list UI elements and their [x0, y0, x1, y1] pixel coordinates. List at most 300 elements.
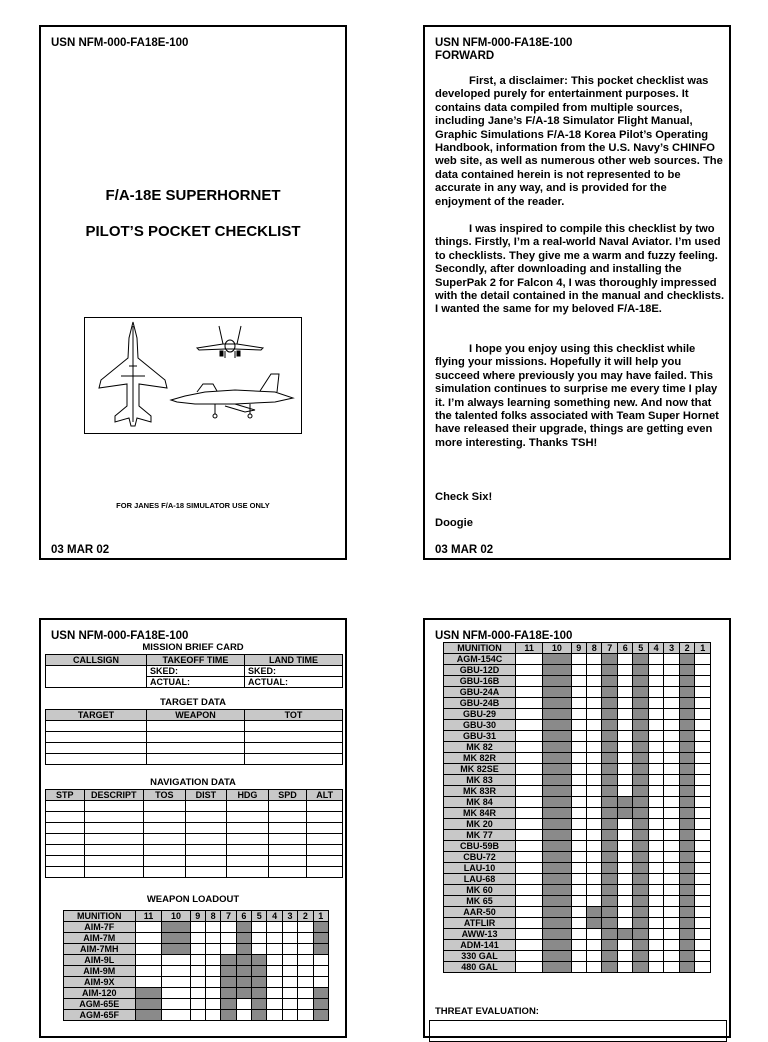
- entry-cell[interactable]: [144, 834, 186, 845]
- station-empty-cell: [298, 966, 313, 977]
- entry-cell[interactable]: [185, 823, 227, 834]
- munition-row: [444, 698, 711, 709]
- station-compatible-cell: [633, 731, 648, 742]
- entry-cell[interactable]: [46, 867, 85, 878]
- station-compatible-cell: [221, 966, 236, 977]
- column-header: STP: [46, 790, 85, 801]
- station-compatible-cell: [679, 830, 694, 841]
- station-empty-cell: [648, 709, 663, 720]
- station-empty-cell: [135, 966, 162, 977]
- munition-row: [444, 852, 711, 863]
- station-empty-cell: [664, 665, 679, 676]
- station-empty-cell: [516, 951, 543, 962]
- station-empty-cell: [516, 753, 543, 764]
- entry-cell[interactable]: [46, 721, 147, 732]
- table-row: [46, 732, 343, 743]
- station-compatible-cell: [252, 966, 267, 977]
- station-empty-cell: [516, 885, 543, 896]
- station-compatible-cell: [633, 720, 648, 731]
- munition-column-header: MUNITION: [64, 911, 136, 922]
- station-empty-cell: [516, 731, 543, 742]
- station-empty-cell: [282, 944, 297, 955]
- entry-cell[interactable]: [46, 834, 85, 845]
- entry-cell[interactable]: [268, 823, 307, 834]
- station-header: 7: [602, 643, 617, 654]
- station-empty-cell: [617, 918, 632, 929]
- entry-cell[interactable]: [268, 845, 307, 856]
- land-sked-cell[interactable]: SKED:: [244, 666, 342, 677]
- station-compatible-cell: [602, 753, 617, 764]
- takeoff-actual-cell[interactable]: ACTUAL:: [146, 677, 244, 688]
- station-compatible-cell: [135, 1010, 162, 1021]
- entry-cell[interactable]: [46, 732, 147, 743]
- station-empty-cell: [267, 1010, 282, 1021]
- station-compatible-cell: [633, 764, 648, 775]
- takeoff-sked-cell[interactable]: SKED:: [146, 666, 244, 677]
- station-compatible-cell: [543, 940, 571, 951]
- station-header-row: [444, 643, 711, 654]
- land-actual-cell[interactable]: ACTUAL:: [244, 677, 342, 688]
- station-empty-cell: [571, 687, 586, 698]
- station-compatible-cell: [679, 929, 694, 940]
- station-empty-cell: [516, 863, 543, 874]
- station-empty-cell: [617, 654, 632, 665]
- entry-cell[interactable]: [244, 721, 342, 732]
- entry-cell[interactable]: [146, 732, 244, 743]
- station-empty-cell: [664, 863, 679, 874]
- column-header: LAND TIME: [244, 655, 342, 666]
- station-compatible-cell: [236, 922, 251, 933]
- station-header: 5: [252, 911, 267, 922]
- station-empty-cell: [664, 786, 679, 797]
- station-compatible-cell: [679, 742, 694, 753]
- entry-cell[interactable]: [244, 743, 342, 754]
- cover-footnote: FOR JANES F/A-18 SIMULATOR USE ONLY: [116, 501, 270, 510]
- weapon-loadout-title: WEAPON LOADOUT: [146, 894, 240, 905]
- station-header: 3: [282, 911, 297, 922]
- entry-cell[interactable]: [268, 867, 307, 878]
- entry-cell[interactable]: [144, 867, 186, 878]
- station-compatible-cell: [543, 885, 571, 896]
- station-compatible-cell: [543, 907, 571, 918]
- station-compatible-cell: [236, 944, 251, 955]
- munition-row: [444, 951, 711, 962]
- station-empty-cell: [516, 687, 543, 698]
- target-data-title: TARGET DATA: [160, 697, 226, 708]
- cover-card: [39, 25, 347, 560]
- column-header: CALLSIGN: [46, 655, 147, 666]
- station-compatible-cell: [252, 999, 267, 1010]
- station-empty-cell: [221, 933, 236, 944]
- entry-cell[interactable]: [307, 867, 343, 878]
- station-compatible-cell: [162, 933, 190, 944]
- station-empty-cell: [282, 955, 297, 966]
- entry-cell[interactable]: [227, 867, 269, 878]
- station-compatible-cell: [236, 955, 251, 966]
- station-compatible-cell: [633, 797, 648, 808]
- munition-name: MK 83R: [444, 786, 516, 797]
- station-empty-cell: [587, 962, 602, 973]
- station-empty-cell: [516, 764, 543, 775]
- entry-cell[interactable]: [84, 834, 143, 845]
- station-empty-cell: [695, 775, 711, 786]
- entry-cell[interactable]: [307, 834, 343, 845]
- munition-row: [444, 885, 711, 896]
- station-compatible-cell: [236, 977, 251, 988]
- station-compatible-cell: [543, 797, 571, 808]
- entry-cell[interactable]: [146, 754, 244, 765]
- station-compatible-cell: [543, 742, 571, 753]
- station-compatible-cell: [252, 1010, 267, 1021]
- station-compatible-cell: [602, 775, 617, 786]
- munition-name: MK 82: [444, 742, 516, 753]
- column-header: TOS: [144, 790, 186, 801]
- station-compatible-cell: [543, 918, 571, 929]
- column-header: TOT: [244, 710, 342, 721]
- doc-id: USN NFM-000-FA18E-100: [435, 630, 573, 642]
- station-compatible-cell: [679, 940, 694, 951]
- table-row: [46, 801, 343, 812]
- station-empty-cell: [587, 808, 602, 819]
- station-empty-cell: [571, 907, 586, 918]
- station-compatible-cell: [602, 907, 617, 918]
- station-compatible-cell: [221, 988, 236, 999]
- entry-cell[interactable]: [144, 845, 186, 856]
- brief-card-title: MISSION BRIEF CARD: [142, 642, 244, 653]
- entry-cell[interactable]: [185, 801, 227, 812]
- entry-cell[interactable]: [46, 812, 85, 823]
- entry-cell[interactable]: [307, 856, 343, 867]
- entry-cell[interactable]: [185, 834, 227, 845]
- entry-cell[interactable]: [84, 812, 143, 823]
- entry-cell[interactable]: [84, 867, 143, 878]
- station-header-row: [64, 911, 329, 922]
- munition-name: MK 65: [444, 896, 516, 907]
- entry-cell[interactable]: [144, 856, 186, 867]
- munition-row: [444, 786, 711, 797]
- entry-cell[interactable]: [185, 867, 227, 878]
- station-empty-cell: [298, 955, 313, 966]
- station-empty-cell: [664, 709, 679, 720]
- station-empty-cell: [648, 863, 663, 874]
- station-empty-cell: [695, 687, 711, 698]
- station-compatible-cell: [543, 874, 571, 885]
- station-empty-cell: [664, 676, 679, 687]
- station-empty-cell: [516, 676, 543, 687]
- station-empty-cell: [205, 1010, 220, 1021]
- munition-name: GBU-12D: [444, 665, 516, 676]
- entry-cell[interactable]: [307, 823, 343, 834]
- station-empty-cell: [267, 977, 282, 988]
- station-empty-cell: [587, 698, 602, 709]
- station-empty-cell: [135, 955, 162, 966]
- station-header: 3: [664, 643, 679, 654]
- entry-cell[interactable]: [46, 801, 85, 812]
- station-compatible-cell: [679, 885, 694, 896]
- station-empty-cell: [587, 753, 602, 764]
- station-compatible-cell: [135, 988, 162, 999]
- munition-name: MK 84: [444, 797, 516, 808]
- station-compatible-cell: [633, 918, 648, 929]
- station-compatible-cell: [543, 731, 571, 742]
- station-empty-cell: [135, 922, 162, 933]
- station-empty-cell: [587, 929, 602, 940]
- station-empty-cell: [135, 933, 162, 944]
- station-empty-cell: [571, 797, 586, 808]
- station-empty-cell: [664, 841, 679, 852]
- station-compatible-cell: [543, 841, 571, 852]
- station-empty-cell: [298, 922, 313, 933]
- station-empty-cell: [587, 885, 602, 896]
- station-compatible-cell: [679, 951, 694, 962]
- station-empty-cell: [571, 929, 586, 940]
- station-empty-cell: [664, 742, 679, 753]
- entry-cell[interactable]: [84, 845, 143, 856]
- station-compatible-cell: [543, 687, 571, 698]
- munition-name: AIM-9L: [64, 955, 136, 966]
- munition-name: CBU-59B: [444, 841, 516, 852]
- entry-cell[interactable]: [46, 754, 147, 765]
- station-compatible-cell: [679, 907, 694, 918]
- entry-cell[interactable]: [46, 845, 85, 856]
- station-compatible-cell: [602, 874, 617, 885]
- station-empty-cell: [648, 775, 663, 786]
- entry-cell[interactable]: [227, 801, 269, 812]
- station-empty-cell: [571, 742, 586, 753]
- station-empty-cell: [695, 742, 711, 753]
- munition-name: GBU-24B: [444, 698, 516, 709]
- station-header: 10: [543, 643, 571, 654]
- station-empty-cell: [571, 896, 586, 907]
- station-compatible-cell: [602, 808, 617, 819]
- munition-row: [64, 988, 329, 999]
- station-empty-cell: [617, 907, 632, 918]
- station-empty-cell: [516, 654, 543, 665]
- station-empty-cell: [571, 676, 586, 687]
- munition-name: ATFLIR: [444, 918, 516, 929]
- munition-row: [64, 966, 329, 977]
- station-empty-cell: [205, 977, 220, 988]
- station-compatible-cell: [221, 977, 236, 988]
- station-compatible-cell: [633, 665, 648, 676]
- station-empty-cell: [587, 830, 602, 841]
- station-compatible-cell: [602, 764, 617, 775]
- station-empty-cell: [252, 933, 267, 944]
- station-compatible-cell: [679, 918, 694, 929]
- entry-cell[interactable]: [268, 834, 307, 845]
- entry-cell[interactable]: [227, 856, 269, 867]
- station-empty-cell: [695, 940, 711, 951]
- munition-name: AGM-65E: [64, 999, 136, 1010]
- column-header: TARGET: [46, 710, 147, 721]
- callsign-cell[interactable]: [46, 666, 147, 688]
- station-header: 6: [236, 911, 251, 922]
- target-data-table: [45, 709, 343, 765]
- station-empty-cell: [190, 988, 205, 999]
- entry-cell[interactable]: [268, 812, 307, 823]
- munition-name: AAR-50: [444, 907, 516, 918]
- station-empty-cell: [252, 922, 267, 933]
- entry-cell[interactable]: [46, 743, 147, 754]
- munition-name: LAU-10: [444, 863, 516, 874]
- munition-name: MK 77: [444, 830, 516, 841]
- station-empty-cell: [587, 797, 602, 808]
- entry-cell[interactable]: [227, 812, 269, 823]
- station-empty-cell: [587, 940, 602, 951]
- station-compatible-cell: [313, 922, 328, 933]
- entry-cell[interactable]: [144, 823, 186, 834]
- station-empty-cell: [664, 808, 679, 819]
- column-header: WEAPON: [146, 710, 244, 721]
- station-empty-cell: [516, 940, 543, 951]
- entry-cell[interactable]: [146, 743, 244, 754]
- station-compatible-cell: [602, 731, 617, 742]
- entry-cell[interactable]: [144, 801, 186, 812]
- station-empty-cell: [205, 988, 220, 999]
- munition-name: MK 83: [444, 775, 516, 786]
- column-header: DIST: [185, 790, 227, 801]
- station-compatible-cell: [679, 676, 694, 687]
- station-compatible-cell: [313, 988, 328, 999]
- station-empty-cell: [664, 654, 679, 665]
- station-empty-cell: [516, 709, 543, 720]
- doc-id: USN NFM-000-FA18E-100: [435, 37, 573, 49]
- station-compatible-cell: [602, 841, 617, 852]
- station-empty-cell: [587, 775, 602, 786]
- station-empty-cell: [617, 951, 632, 962]
- station-empty-cell: [587, 654, 602, 665]
- station-empty-cell: [617, 720, 632, 731]
- station-empty-cell: [617, 852, 632, 863]
- station-compatible-cell: [602, 742, 617, 753]
- entry-cell[interactable]: [146, 721, 244, 732]
- station-header: 8: [587, 643, 602, 654]
- station-empty-cell: [695, 797, 711, 808]
- station-compatible-cell: [617, 797, 632, 808]
- entry-cell[interactable]: [307, 845, 343, 856]
- munition-name: CBU-72: [444, 852, 516, 863]
- station-empty-cell: [516, 830, 543, 841]
- station-empty-cell: [571, 951, 586, 962]
- station-empty-cell: [571, 874, 586, 885]
- station-compatible-cell: [679, 654, 694, 665]
- entry-cell[interactable]: [307, 812, 343, 823]
- entry-cell[interactable]: [185, 845, 227, 856]
- station-empty-cell: [648, 698, 663, 709]
- entry-cell[interactable]: [84, 856, 143, 867]
- entry-cell[interactable]: [307, 801, 343, 812]
- entry-cell[interactable]: [268, 856, 307, 867]
- station-header: 2: [298, 911, 313, 922]
- station-empty-cell: [190, 944, 205, 955]
- station-compatible-cell: [236, 988, 251, 999]
- station-empty-cell: [587, 896, 602, 907]
- station-compatible-cell: [543, 786, 571, 797]
- station-empty-cell: [190, 922, 205, 933]
- entry-cell[interactable]: [185, 812, 227, 823]
- station-empty-cell: [695, 962, 711, 973]
- station-empty-cell: [617, 687, 632, 698]
- station-compatible-cell: [679, 797, 694, 808]
- station-header: 7: [221, 911, 236, 922]
- station-empty-cell: [571, 753, 586, 764]
- entry-cell[interactable]: [46, 823, 85, 834]
- station-empty-cell: [587, 841, 602, 852]
- station-compatible-cell: [602, 797, 617, 808]
- entry-cell[interactable]: [227, 845, 269, 856]
- station-compatible-cell: [679, 709, 694, 720]
- station-compatible-cell: [543, 665, 571, 676]
- station-empty-cell: [571, 775, 586, 786]
- station-compatible-cell: [633, 874, 648, 885]
- entry-cell[interactable]: [227, 823, 269, 834]
- entry-cell[interactable]: [244, 732, 342, 743]
- station-compatible-cell: [602, 929, 617, 940]
- table-row: [46, 834, 343, 845]
- station-empty-cell: [695, 786, 711, 797]
- entry-cell[interactable]: [244, 754, 342, 765]
- munition-name: GBU-24A: [444, 687, 516, 698]
- station-empty-cell: [516, 896, 543, 907]
- threat-evaluation-box[interactable]: [429, 1020, 727, 1042]
- munition-row: [444, 676, 711, 687]
- munition-row: [64, 977, 329, 988]
- entry-cell[interactable]: [268, 801, 307, 812]
- station-compatible-cell: [236, 966, 251, 977]
- entry-cell[interactable]: [185, 856, 227, 867]
- station-compatible-cell: [602, 720, 617, 731]
- munition-name: 480 GAL: [444, 962, 516, 973]
- station-empty-cell: [695, 819, 711, 830]
- munition-row: [444, 863, 711, 874]
- aircraft-three-view-illustration: [84, 317, 302, 434]
- munition-row: [444, 654, 711, 665]
- station-compatible-cell: [633, 885, 648, 896]
- station-empty-cell: [648, 797, 663, 808]
- munition-name: GBU-29: [444, 709, 516, 720]
- station-compatible-cell: [602, 786, 617, 797]
- loadout-card: [423, 618, 731, 1038]
- station-empty-cell: [695, 885, 711, 896]
- station-compatible-cell: [543, 764, 571, 775]
- station-compatible-cell: [679, 852, 694, 863]
- entry-cell[interactable]: [46, 856, 85, 867]
- station-empty-cell: [695, 665, 711, 676]
- entry-cell[interactable]: [84, 801, 143, 812]
- station-empty-cell: [516, 742, 543, 753]
- station-empty-cell: [664, 753, 679, 764]
- station-empty-cell: [587, 742, 602, 753]
- entry-cell[interactable]: [84, 823, 143, 834]
- station-compatible-cell: [543, 830, 571, 841]
- station-empty-cell: [695, 709, 711, 720]
- station-compatible-cell: [633, 951, 648, 962]
- station-compatible-cell: [679, 896, 694, 907]
- station-empty-cell: [617, 819, 632, 830]
- entry-cell[interactable]: [227, 834, 269, 845]
- station-compatible-cell: [602, 962, 617, 973]
- station-empty-cell: [695, 720, 711, 731]
- station-header: 10: [162, 911, 190, 922]
- station-compatible-cell: [679, 962, 694, 973]
- munition-row: [64, 933, 329, 944]
- station-compatible-cell: [221, 999, 236, 1010]
- entry-cell[interactable]: [144, 812, 186, 823]
- station-empty-cell: [695, 808, 711, 819]
- station-compatible-cell: [633, 863, 648, 874]
- station-compatible-cell: [633, 852, 648, 863]
- station-empty-cell: [221, 922, 236, 933]
